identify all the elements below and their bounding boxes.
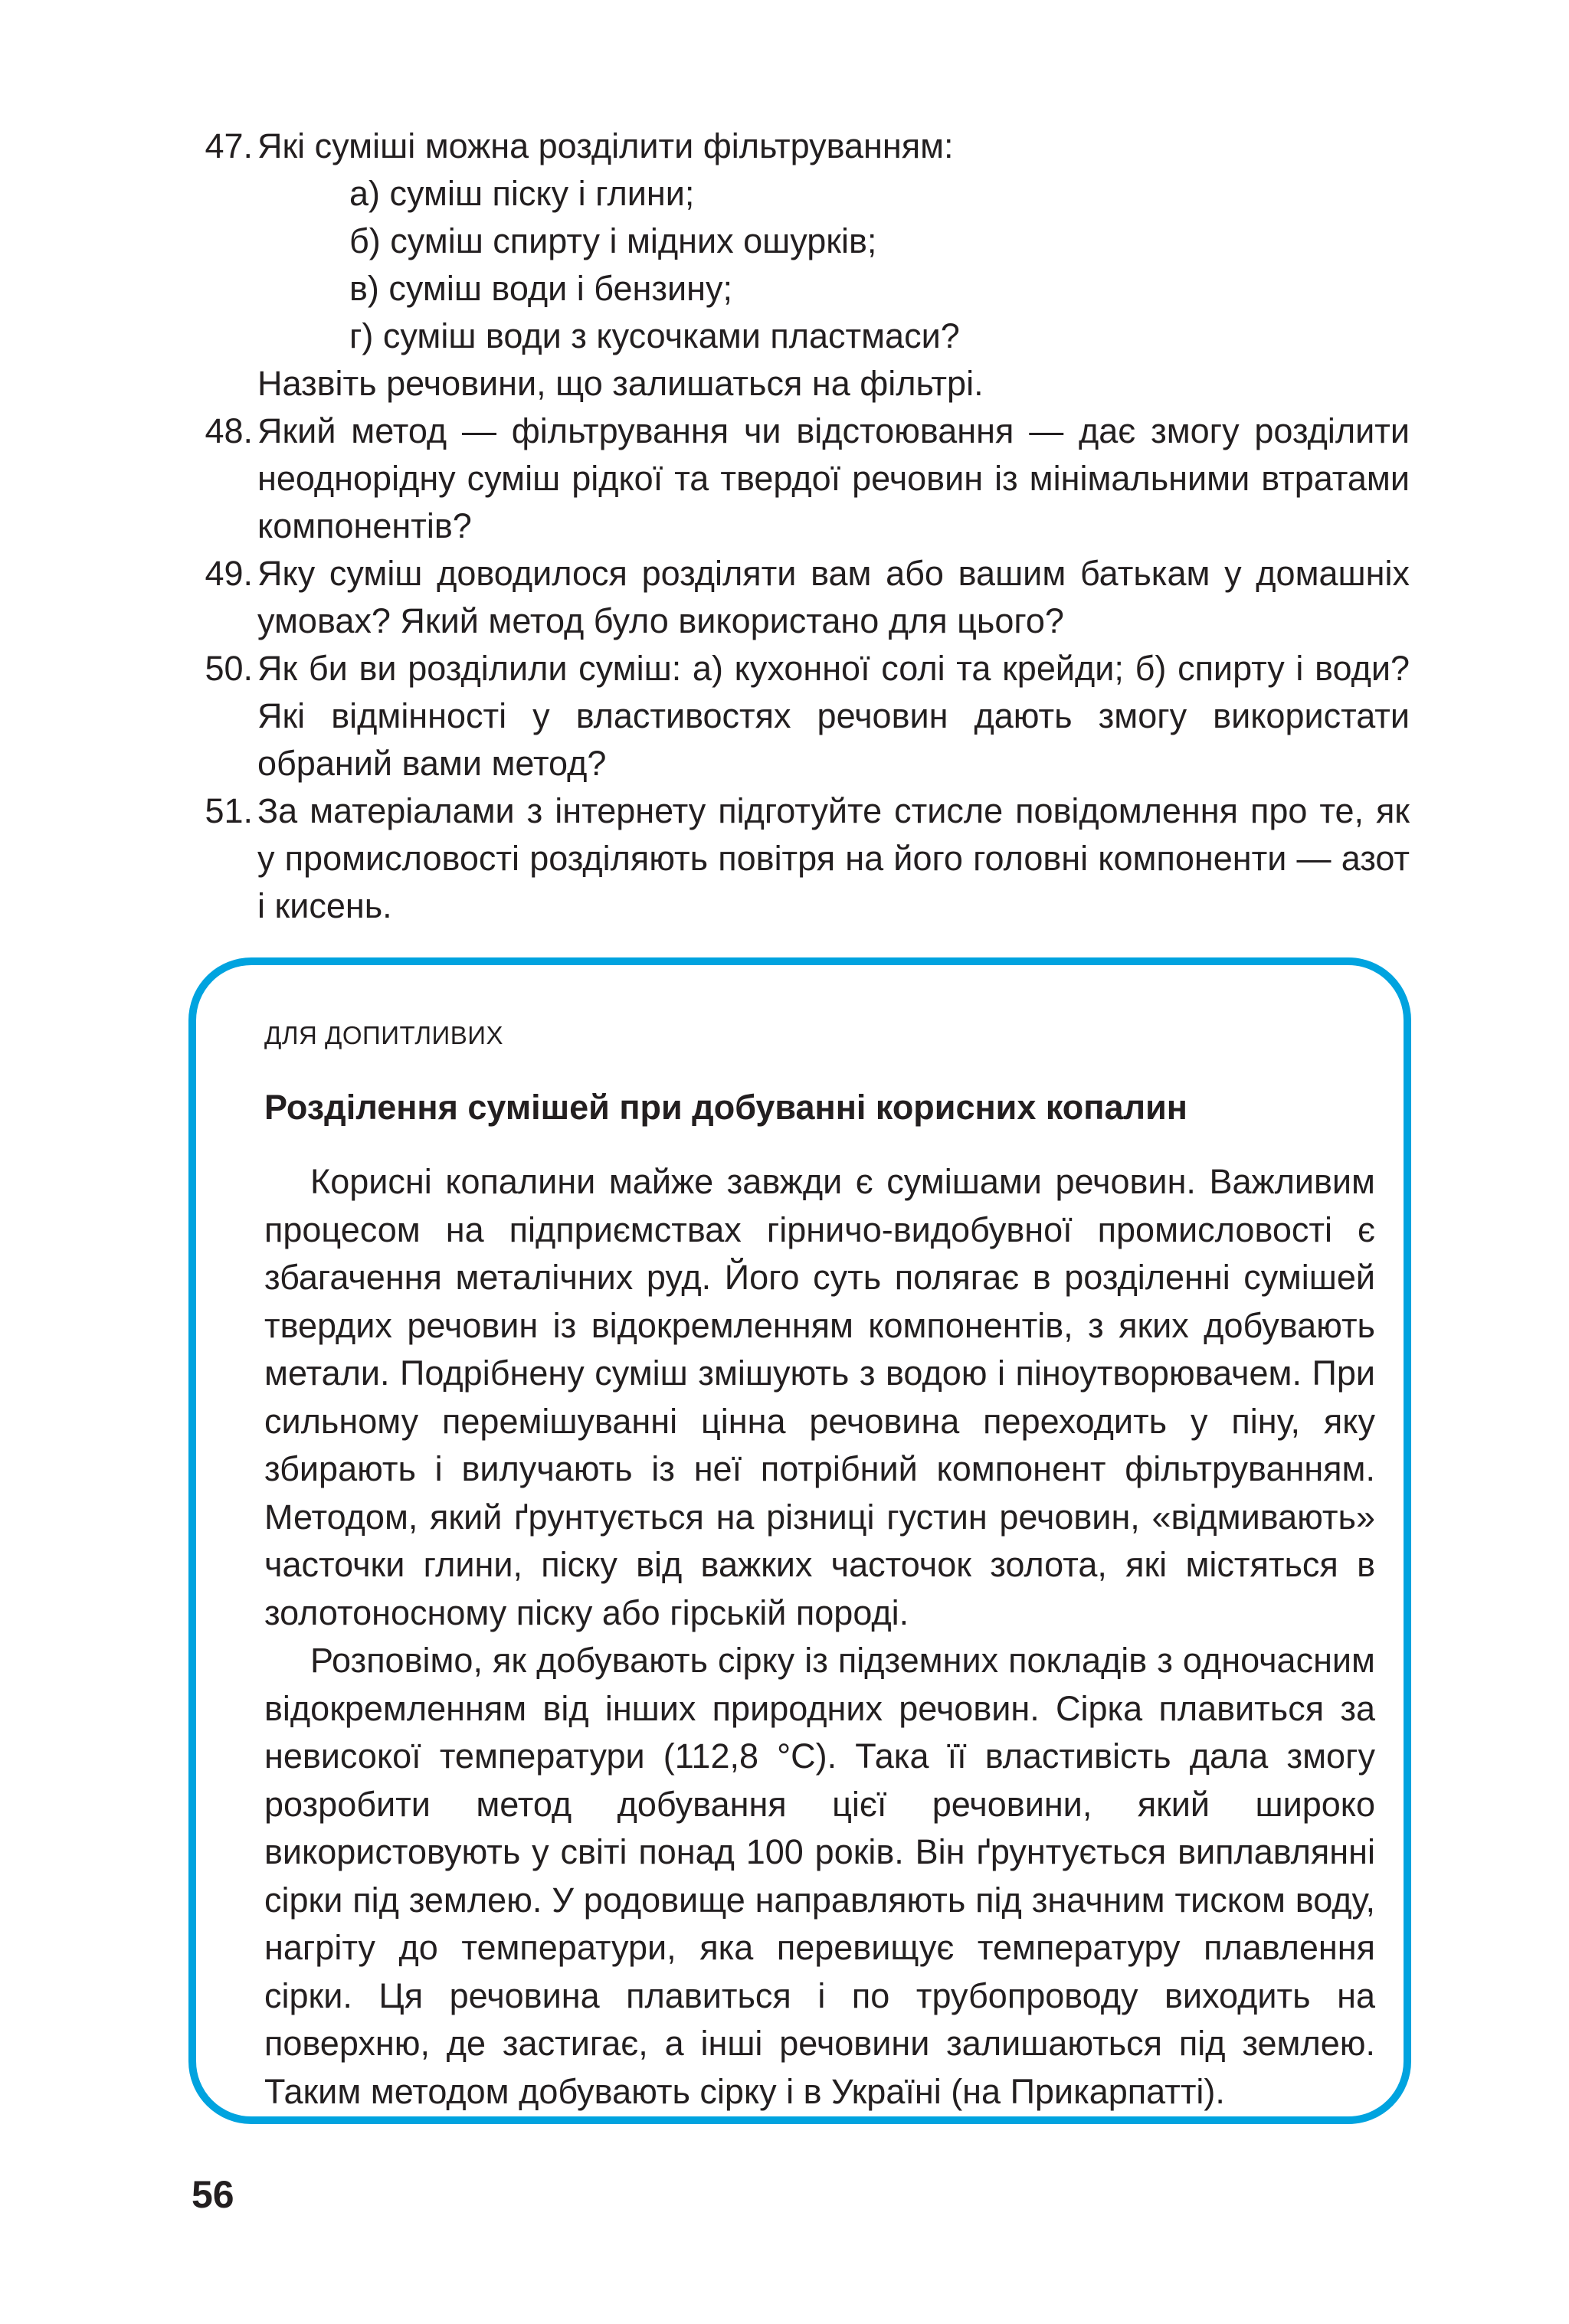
info-paragraph: Корисні копалини майже завжди є сумішами речовин. Важливим процесом на підприємствах гірничо-видобувної промисловості є збагачення металічних руд. Його суть полягає в розділенні сумішей твердих речовин із відокремленням компонентів, з яких добувають метали. Подрібнену суміш змішують з водою і піноутворювачем. При сильному перемішуванні цінна речовина переходить у піну, яку збирають і вилучають із неї потрібний компонент фільтруванням. Методом, який ґрунтується на різниці густин речовин, «відмивають» часточки глини, піску від важких часточок золота, які містяться в золотоносному піску або гірській породі.: [264, 1162, 1375, 1632]
question-followup: Назвіть речовини, що залишаться на фільтрі.: [257, 364, 984, 403]
info-box-body: [264, 1158, 1375, 2116]
question-text: Яку суміш доводилося розділяти вам або вашим батькам у домашніх умовах? Який метод було використано для цього?: [257, 554, 1410, 640]
question-47: [192, 123, 1410, 408]
question-48: [192, 408, 1410, 550]
questions-list: [192, 123, 1410, 930]
question-number: 49.: [205, 554, 253, 593]
answer-options: [257, 170, 1410, 360]
question-text: Який метод — фільтрування чи відстоювання — дає змогу розділити неоднорідну суміш рідкої та твердої речовин із мінімальними втратами компонентів?: [257, 411, 1410, 545]
question-number: 50.: [205, 649, 253, 688]
question-number: 47.: [205, 126, 253, 165]
page-number: 56: [192, 2173, 234, 2216]
info-paragraph: Розповімо, як добувають сірку із підземних покладів з одночасним відокремленням від інших природних речовин. Сірка плавиться за невисокої температури (112,8 °С). Така її властивість дала змогу розробити метод добування цієї речовини, який широко використовують у світі понад 100 років. Він ґрунтується виплавлянні сірки під землею. У родовище направляють під значним тиском воду, нагріту до температури, яка перевищує температуру плавлення сірки. Ця речовина плавиться і по трубопроводу виходить на поверхню, де застигає, а інші речовини залишаються під землею. Таким методом добувають сірку і в Україні (на Прикарпатті).: [264, 1641, 1375, 2111]
answer-option: а) суміш піску і глини;: [349, 174, 695, 213]
info-box-title: Розділення сумішей при добуванні корисних копалин: [264, 1088, 1187, 1127]
question-text: За матеріалами з інтернету підготуйте стисле повідомлення про те, як у промисловості розділяють повітря на його головні компоненти — азот і кисень.: [257, 791, 1410, 925]
question-text: Які суміші можна розділити фільтруванням:: [257, 126, 954, 165]
info-box-label: ДЛЯ ДОПИТЛИВИХ: [264, 1021, 504, 1049]
question-number: 51.: [205, 791, 253, 830]
question-text: Як би ви розділили суміш: а) кухонної солі та крейди; б) спирту і води? Які відмінності у властивостях речовин дають змогу використати обраний вами метод?: [257, 649, 1410, 783]
answer-option: в) суміш води і бензину;: [349, 269, 733, 308]
question-49: [192, 550, 1410, 645]
answer-option: г) суміш води з кусочками пластмаси?: [349, 316, 960, 355]
question-number: 48.: [205, 411, 253, 450]
question-51: [192, 787, 1410, 930]
answer-option: б) суміш спирту і мідних ошурків;: [349, 221, 877, 260]
question-50: [192, 645, 1410, 787]
